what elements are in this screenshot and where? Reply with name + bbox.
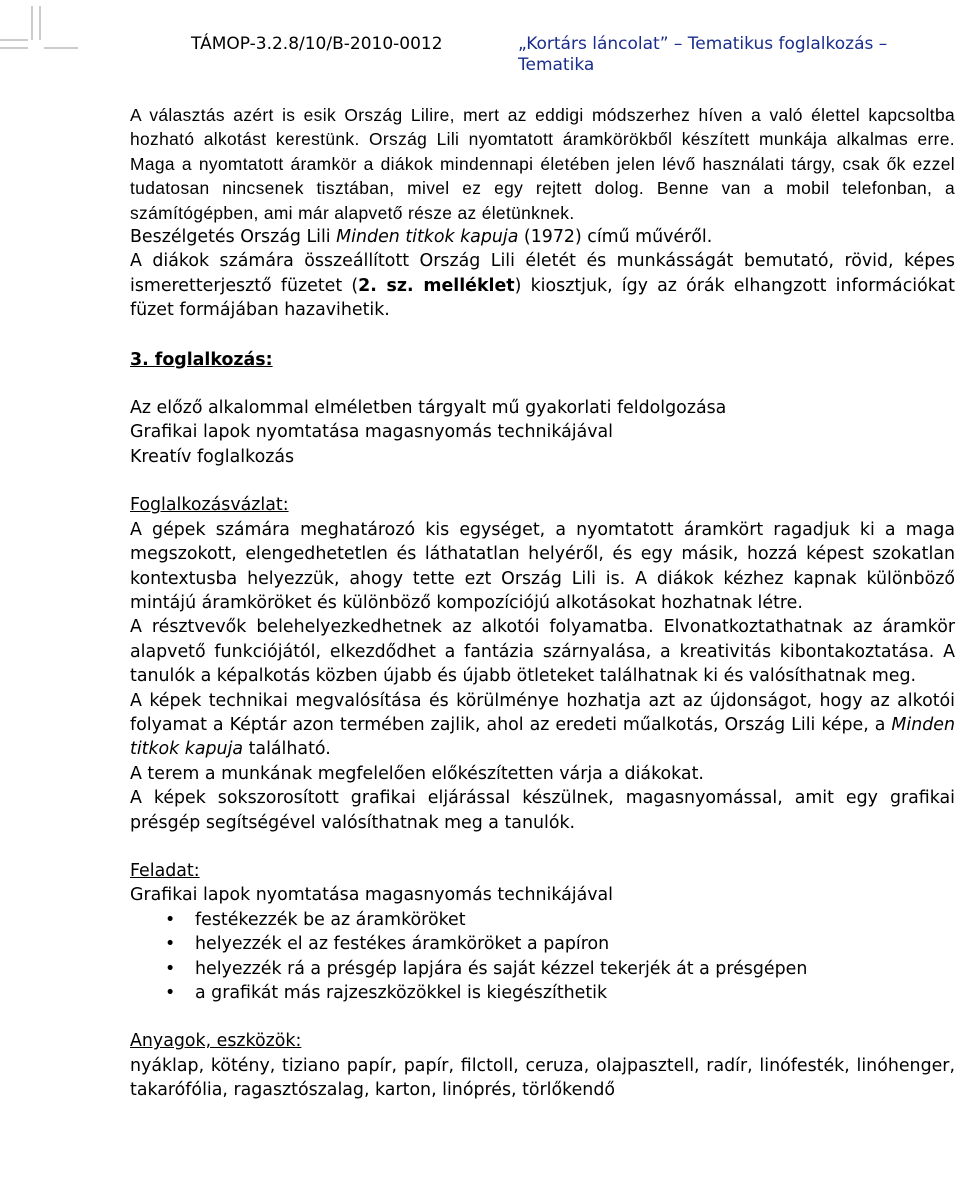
outline-label: Foglalkozásvázlat: — [130, 495, 289, 516]
page-corner-marks — [0, 0, 80, 60]
conversation-paragraph: Beszélgetés Ország Lili Minden titkok kapuja (1972) című művéről. — [130, 227, 713, 248]
materials-label: Anyagok, eszközök: — [130, 1031, 302, 1052]
task-intro: Grafikai lapok nyomtatása magasnyomás technikájával — [130, 885, 614, 906]
page-content — [130, 103, 955, 1103]
session-line: Kreatív foglalkozás — [130, 446, 295, 467]
task-label: Feladat: — [130, 860, 200, 881]
materials-section — [130, 1029, 955, 1102]
header-project-code: TÁMOP-3.2.8/10/B-2010-0012 — [191, 34, 443, 54]
artwork-title: Minden titkok kapuja — [336, 227, 519, 248]
task-list-item: • festékezzék be az áramköröket — [130, 908, 955, 932]
task-list-item: • helyezzék rá a présgép lapjára és saját kézzel tekerjék át a présgépen — [130, 957, 955, 981]
artwork-title: Minden titkok kapuja — [130, 714, 955, 760]
task-list-item: • helyezzék el az festékes áramköröket a papíron — [130, 932, 955, 956]
header-document-title: „Kortárs láncolat” – Tematikus foglalkozás – Tematika — [518, 34, 888, 75]
outline-paragraph: A gépek számára meghatározó kis egységet, a nyomtatott áramkört ragadjuk ki a maga megszokott, elengedhetetlen és láthatatlan helyéről, és egy másik, hozzá képest szokatlan kontextusba helyezzük, ahogy tette ezt Ország Lili is. A diákok kézhez kapnak különböző mintájú áramköröket és különböző kompozíciójú alkotásokat hozhatnak létre. — [130, 519, 955, 613]
outline-paragraph: A képek technikai megvalósítása és körülménye hozhatja azt az újdonságot, hogy az alkotói folyamat a Képtár azon termében zajlik, ahol az eredeti műalkotás, Ország Lili képe, a Minden titkok kapuja található. — [130, 690, 955, 760]
session-line: Grafikai lapok nyomtatása magasnyomás technikájával — [130, 422, 614, 443]
task-list-item: • a grafikát más rajzeszközökkel is kiegészíthetik — [130, 981, 955, 1005]
outline-section — [130, 493, 955, 835]
appendix-reference: 2. sz. melléklet — [358, 275, 515, 296]
outline-paragraph: A terem a munkának megfelelően előkészítetten várja a diákokat. — [130, 763, 704, 784]
task-list — [130, 908, 955, 1006]
outline-paragraph: A résztvevők belehelyezkedhetnek az alkotói folyamatba. Elvonatkoztathatnak az áramkör alapvető funkciójától, elkezdődhet a fantázia szárnyalása, a kreativitás kibontakoztatása. A tanulók a képalkotás közben újabb és újabb ötleteket találhatnak ki és valósíthatnak meg. — [130, 617, 955, 687]
booklet-paragraph: A diákok számára összeállított Ország Lili életét és munkásságát bemutató, rövid, képes ismeretterjesztő füzetet (2. sz. melléklet) kiosztjuk, így az órák elhangzott információkat füzet formájában hazavihetik. — [130, 251, 955, 321]
session-summary — [130, 396, 955, 469]
materials-list: nyáklap, kötény, tiziano papír, papír, filctoll, ceruza, olajpasztell, radír, linófesték, linóhenger, takarófólia, ragasztószalag, karton, linóprés, törlőkendő — [130, 1055, 955, 1101]
outline-paragraph: A képek sokszorosított grafikai eljárással készülnek, magasnyomással, amit egy grafikai présgép segítségével valósíthatnak meg a tanulók. — [130, 788, 955, 833]
session-line: Az előző alkalommal elméletben tárgyalt mű gyakorlati feldolgozása — [130, 398, 727, 419]
session-heading: 3. foglalkozás: — [130, 349, 273, 370]
intro-paragraph: A választás azért is esik Ország Lilire, mert az eddigi módszerhez híven a való élettel kapcsoltba hozható alkotást kerestünk. Ország Lili nyomtatott áramkörökből készített munkája alkalmas erre. Maga a nyomtatott áramkör a diákok mindennapi életében jelen lévő használati tárgy, csak ők ezzel tudatosan nincsenek tisztában, mivel ez egy rejtett dolog. Benne van a mobil telefonban, a számítógépben, ami már alapvető része az életünknek. — [130, 105, 955, 223]
task-section — [130, 859, 955, 1005]
